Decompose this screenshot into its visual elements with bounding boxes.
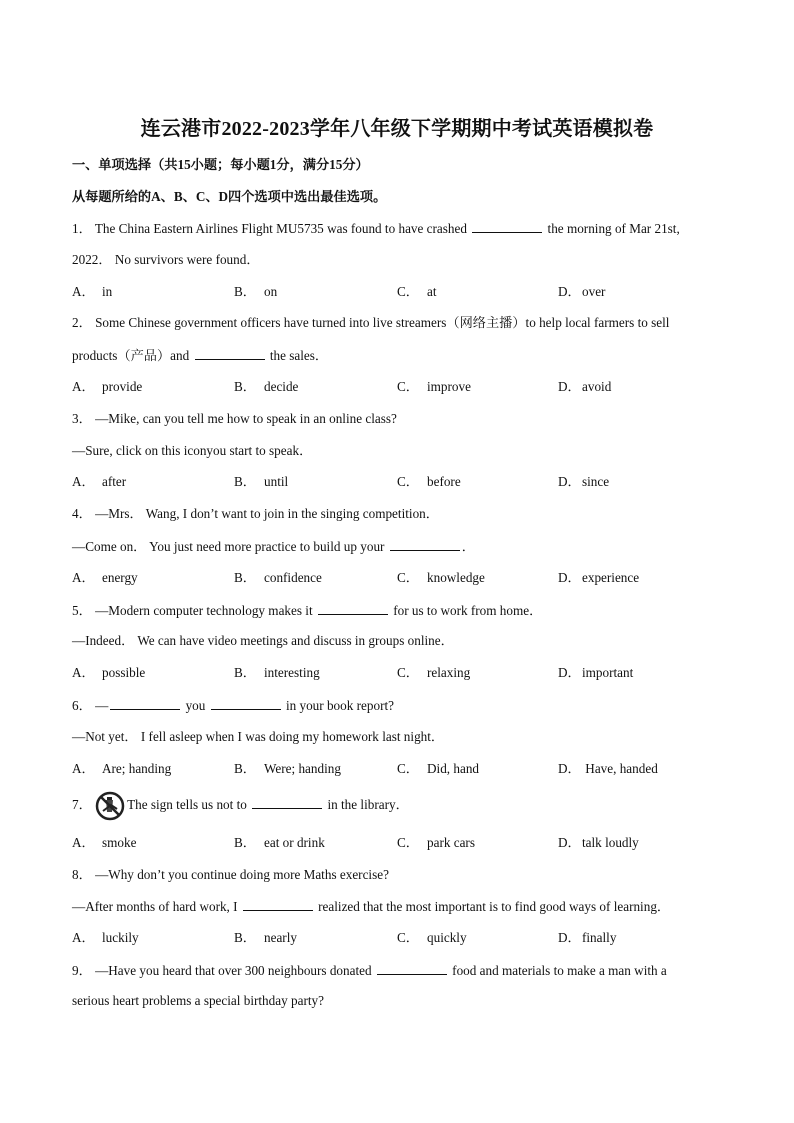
option-b[interactable]: B． Were; handing [234, 761, 341, 776]
question-7-options [72, 834, 732, 852]
option-a[interactable]: A． in [72, 284, 113, 299]
question-3-line-1: 3． —Mike, can you tell me how to speak in an online class? [72, 411, 397, 426]
option-b[interactable]: B． decide [234, 379, 299, 394]
question-9-line-2: serious heart problems a special birthday party? [72, 993, 324, 1008]
option-b[interactable]: B． eat or drink [234, 835, 325, 850]
question-7-line-1: 7． The sign tells us not to in the library． [72, 790, 409, 820]
option-a[interactable]: A． energy [72, 570, 138, 585]
page-title: 连云港市2022-2023学年八年级下学期期中考试英语模拟卷 [140, 118, 654, 140]
section-instruction: 从每题所给的A、B、C、D四个选项中选出最佳选项。 [72, 189, 387, 204]
question-6-options [72, 760, 732, 778]
option-d[interactable]: D． Have, handed [558, 761, 658, 776]
question-1-options [72, 283, 732, 301]
answer-blank [472, 219, 542, 233]
answer-blank [110, 696, 180, 710]
option-c[interactable]: C． before [397, 474, 461, 489]
option-c[interactable]: C． Did, hand [397, 761, 480, 776]
question-3-options [72, 473, 732, 491]
option-b[interactable]: B． confidence [234, 570, 322, 585]
question-6-line-1: 6． — you in your book report? [72, 698, 394, 713]
answer-blank [390, 537, 460, 551]
question-2-options [72, 378, 732, 396]
question-2-line-2: products（产品）and the sales． [72, 348, 329, 363]
answer-blank [252, 795, 322, 809]
option-b[interactable]: B． until [234, 474, 289, 489]
option-b[interactable]: B． nearly [234, 930, 297, 945]
answer-blank [377, 961, 447, 975]
option-c[interactable]: C． relaxing [397, 665, 471, 680]
question-8-options [72, 929, 732, 947]
answer-blank [243, 897, 313, 911]
question-5-line-1: 5． —Modern computer technology makes it for us to work from home． [72, 603, 543, 618]
option-a[interactable]: A． Are; handing [72, 761, 172, 776]
option-b[interactable]: B． interesting [234, 665, 320, 680]
question-5-options [72, 664, 732, 682]
option-c[interactable]: C． quickly [397, 930, 467, 945]
option-d[interactable]: D．important [558, 665, 634, 680]
question-4-line-1: 4． —Mrs． Wang, I don’t want to join in the singing competition． [72, 506, 439, 521]
option-c[interactable]: C． park cars [397, 835, 475, 850]
section-heading: 一、单项选择（共15小题；每小题1分，满分15分） [72, 157, 369, 172]
option-d[interactable]: D．experience [558, 570, 640, 585]
option-d[interactable]: D．since [558, 474, 610, 489]
question-2-line-1: 2． Some Chinese government officers have turned into live streamers（网络主播）to help local farmers to sell [72, 315, 670, 330]
question-8-line-1: 8． —Why don’t you continue doing more Maths exercise? [72, 867, 389, 882]
question-4-line-2: —Come on． You just need more practice to build up your ． [72, 539, 475, 554]
option-a[interactable]: A． provide [72, 379, 143, 394]
option-a[interactable]: A． smoke [72, 835, 137, 850]
answer-blank [318, 601, 388, 615]
question-5-line-2: —Indeed． We can have video meetings and discuss in groups online． [72, 633, 454, 648]
option-d[interactable]: D．over [558, 284, 606, 299]
question-9-line-1: 9． —Have you heard that over 300 neighbours donated food and materials to make a man with a [72, 963, 667, 978]
question-8-line-2: —After months of hard work, I realized that the most important is to find good ways of learning． [72, 899, 671, 914]
question-1-line-1: 1． The China Eastern Airlines Flight MU5735 was found to have crashed the morning of Mar 21st, [72, 221, 680, 236]
question-3-line-2: —Sure, click on this iconyou start to speak． [72, 443, 313, 458]
option-b[interactable]: B． on [234, 284, 278, 299]
option-a[interactable]: A． possible [72, 665, 146, 680]
answer-blank [195, 346, 265, 360]
option-a[interactable]: A． luckily [72, 930, 139, 945]
question-1-line-2: 2022． No survivors were found． [72, 252, 260, 267]
answer-blank [211, 696, 281, 710]
option-c[interactable]: C． improve [397, 379, 471, 394]
option-c[interactable]: C． knowledge [397, 570, 485, 585]
option-d[interactable]: D．avoid [558, 379, 612, 394]
option-c[interactable]: C． at [397, 284, 437, 299]
option-d[interactable]: D．talk loudly [558, 835, 639, 850]
question-4-options [72, 569, 732, 587]
option-d[interactable]: D．finally [558, 930, 617, 945]
question-6-line-2: —Not yet． I fell asleep when I was doing my homework last night． [72, 729, 445, 744]
no-eating-drinking-sign-icon [95, 791, 125, 821]
option-a[interactable]: A． after [72, 474, 127, 489]
